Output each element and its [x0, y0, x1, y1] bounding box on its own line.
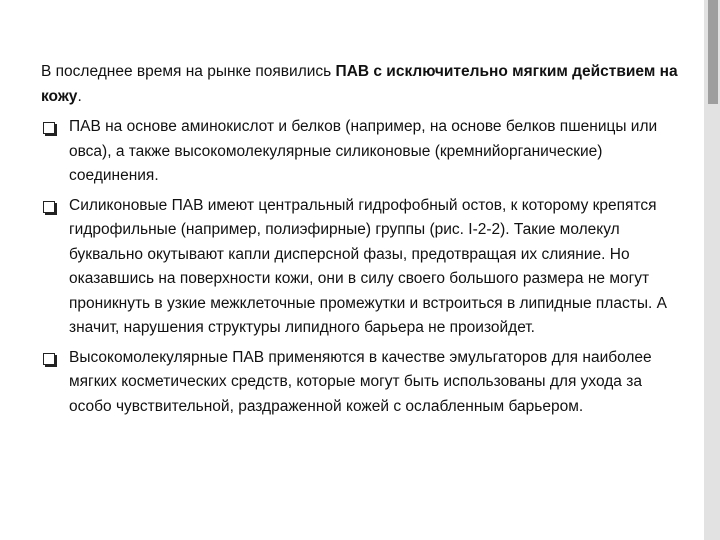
- vertical-scrollbar[interactable]: [704, 0, 720, 540]
- intro-paragraph: [41, 60, 681, 109]
- square-bullet-icon: [43, 353, 55, 365]
- bullet-item-2: [41, 194, 681, 341]
- scrollbar-thumb[interactable]: [708, 0, 718, 104]
- bullet-item-1: [41, 115, 681, 189]
- bullet-text-2: Силиконовые ПАВ имеют центральный гидрофобный остов, к которому крепятся гидрофильные (например, полиэфирные) группы (рис. I-2-2). Такие молекул буквально окутывают капли дисперсной фазы, предотвращая их слияние. Но оказавшись на поверхности кожи, они в силу своего большого размера не могут проникнуть в узкие межклеточные промежутки и встроиться в липидные пласты. А значит, нарушения структуры липидного барьера не произойдет.: [69, 196, 667, 336]
- bullet-item-3: [41, 346, 681, 420]
- bullet-text-3: Высокомолекулярные ПАВ применяются в качестве эмульгаторов для наиболее мягких косметических средств, которые могут быть использованы для ухода за особо чувствительной, раздраженной кожей с ослабленным барьером.: [69, 348, 652, 415]
- intro-end: .: [77, 87, 82, 105]
- square-bullet-icon: [43, 201, 55, 213]
- intro-text: В последнее время на рынке появились: [41, 63, 336, 80]
- bullet-text-1: ПАВ на основе аминокислот и белков (например, на основе белков пшеницы или овса), а также высокомолекулярные силиконовые (кремнийорганические) соединения.: [69, 118, 658, 184]
- square-bullet-icon: [43, 122, 55, 134]
- slide-content: [41, 60, 681, 424]
- intro-bold-text: ПАВ с исключительно мягким действием на кожу: [41, 63, 678, 105]
